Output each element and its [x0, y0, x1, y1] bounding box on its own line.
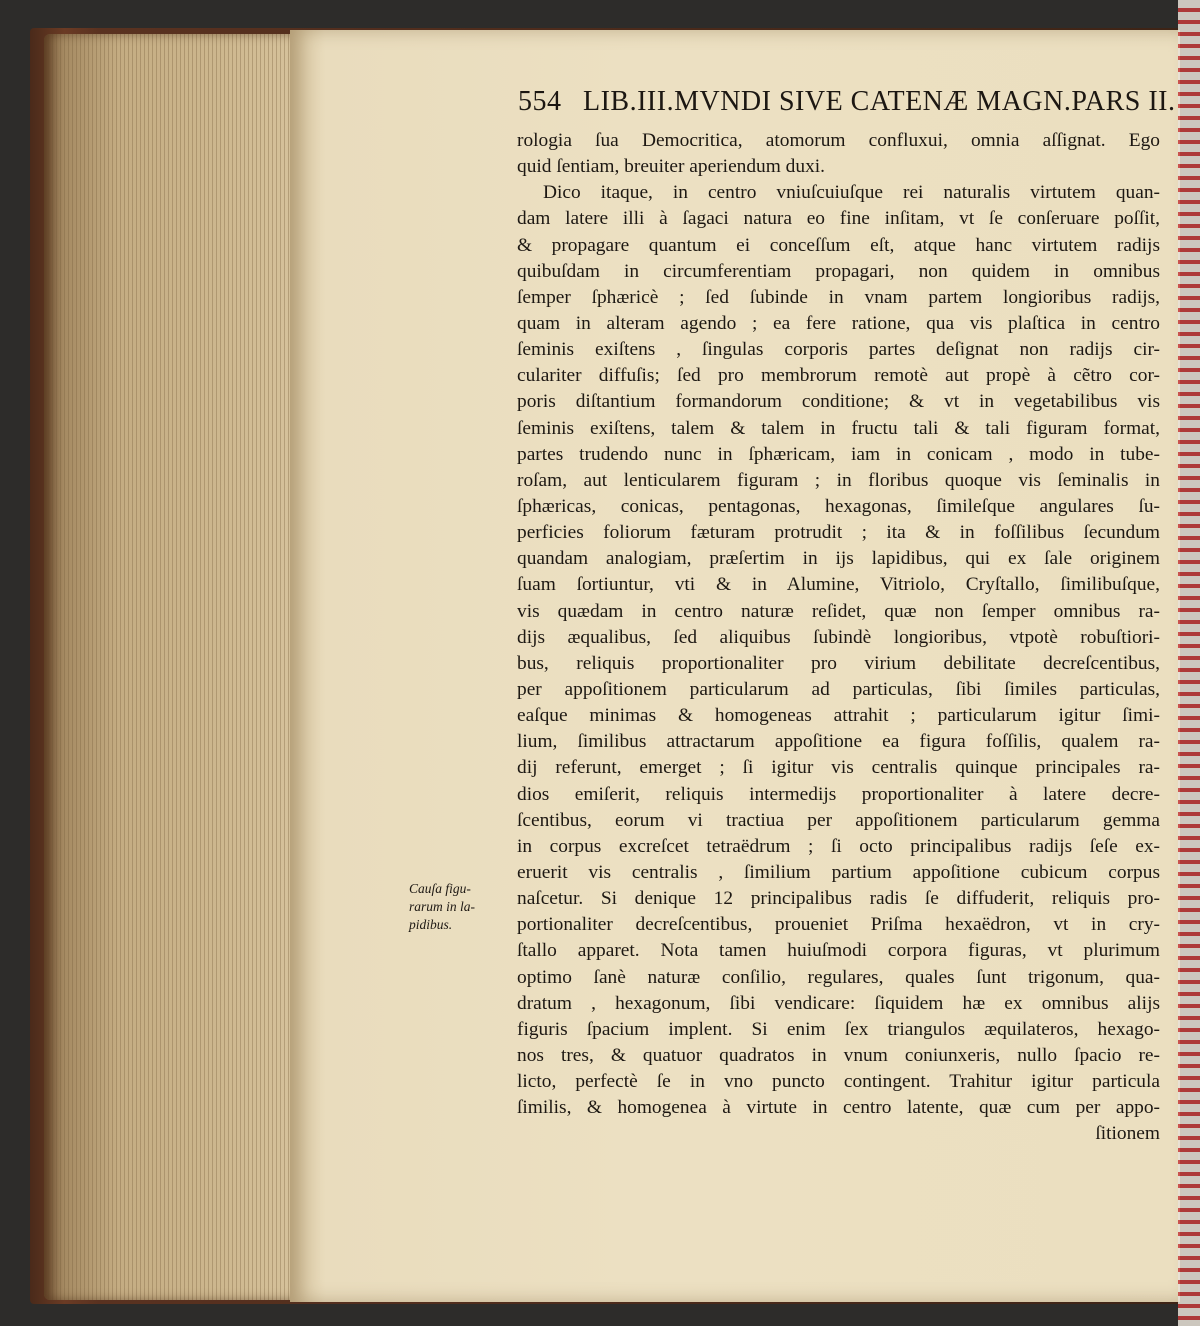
text-line: per appoſitionem particularum ad particulas, ſibi ſimiles particulas, [517, 678, 1160, 700]
text-line: lium, ſimilibus attractarum appoſitione ea figura foſſilis, qualem ra- [517, 731, 1160, 753]
text-line: vis quædam in centro naturæ reſidet, quæ non ſemper omnibus ra- [517, 600, 1160, 622]
text-line: naſcetur. Si denique 12 principalibus radis ſe diffuderit, reliquis pro- [517, 888, 1160, 910]
page-edges [44, 34, 294, 1300]
text-line: partes trudendo nunc in ſphæricam, iam in conicam , modo in tube- [517, 443, 1160, 465]
text-line: & propagare quantum ei conceſſum eſt, atque hanc virtutem radijs [517, 234, 1160, 256]
running-title: LIB.III.MVNDI SIVE CATENÆ MAGN.PARS II. [583, 86, 1176, 117]
text-line: ſphæricas, conicas, pentagonas, hexagonas, ſimileſque angulares ſu- [517, 495, 1160, 517]
text-line: quandam analogiam, præſertim in ijs lapidibus, qui ex ſale originem [517, 548, 1160, 570]
text-line: figuris ſpacium implent. Si enim ſex triangulos æquilateros, hexago- [517, 1018, 1160, 1040]
text-line: ſitionem [1095, 1123, 1160, 1145]
text-line: quid ſentiam, breuiter aperiendum duxi. [517, 156, 826, 178]
text-line: quibuſdam in circumferentiam propagari, non quidem in omnibus [517, 260, 1160, 282]
text-line: roſam, aut lenticularem figuram ; in floribus quoque vis ſeminalis in [517, 469, 1160, 491]
bleed-through-mark [425, 672, 429, 691]
text-line: poris diſtantium formandorum conditione; & vt in vegetabilibus vis [517, 391, 1160, 413]
text-line: rologia ſua Democritica, atomorum confluxui, omnia aſſignat. Ego [517, 130, 1160, 151]
text-line: perficies foliorum fæturam protrudit ; ita & in foſſilibus ſecundum [517, 522, 1160, 544]
text-line: Dico itaque, in centro vniuſcuiuſque rei naturalis virtutem quan- [543, 182, 1160, 204]
text-line: ſtallo apparet. Nota tamen huiuſmodi corpora figuras, vt plurimum [517, 940, 1160, 962]
marginal-note-line: Cauſa figu- [409, 881, 471, 896]
text-line: optimo ſanè naturæ conſilio, regulares, quales ſunt trigonum, qua- [517, 966, 1160, 988]
text-line: dam latere illi à ſagaci natura eo fine inſitam, vt ſe conſeruare poſſit, [517, 208, 1160, 230]
text-line: dij referunt, emerget ; ſi igitur vis centralis quinque principales ra- [517, 757, 1160, 779]
text-line: ſimilis, & homogenea à virtute in centro latente, quæ cum per appo- [517, 1097, 1160, 1119]
text-line: ſemper ſphæricè ; ſed ſubinde in vnam partem longioribus radijs, [517, 286, 1160, 308]
marginal-note [409, 880, 513, 934]
text-line: ſuam ſortiuntur, vti & in Alumine, Vitriolo, Cryſtallo, ſimilibuſque, [517, 574, 1160, 596]
text-line: ſcentibus, eorum vi tractiua per appoſitionem particularum gemma [517, 809, 1160, 831]
text-line: dratum , hexagonum, ſibi vendicare: ſiquidem hæ ex omnibus alijs [517, 992, 1160, 1014]
marginal-note-line: pidibus. [409, 917, 453, 932]
running-header [518, 86, 1176, 118]
text-line: culariter diffuſis; ſed pro membrorum remotè aut propè à cẽtro cor- [517, 365, 1160, 387]
bookmark-ribbon [1178, 0, 1200, 1326]
text-line: in corpus excreſcet tetraëdrum ; ſi octo principalibus radijs ſeſe ex- [517, 835, 1160, 857]
text-line: ſeminis exiſtens , ſingulas corporis partes deſignat non radijs cir- [517, 339, 1160, 361]
text-line: dijs æqualibus, ſed aliquibus ſubindè longioribus, vtpotè robuſtiori- [517, 626, 1160, 648]
text-line: dios emiſerit, reliquis intermedijs proportionaliter à latere decre- [517, 783, 1160, 805]
text-line: quam in alteram agendo ; ea fere ratione, qua vis plaſtica in centro [517, 312, 1160, 334]
marginal-note-line: rarum in la- [409, 899, 476, 914]
text-line: eaſque minimas & homogeneas attrahit ; particularum igitur ſimi- [517, 705, 1160, 727]
page-number: 554 [518, 86, 562, 117]
text-line: licto, perfectè ſe in vno puncto contingent. Trahitur igitur particula [517, 1071, 1160, 1093]
text-line: nos tres, & quatuor quadratos in vnum coniunxeris, nullo ſpacio re- [517, 1044, 1160, 1066]
text-line: ſeminis exiſtens, talem & talem in fructu tali & tali figuram format, [517, 417, 1160, 439]
text-line: portionaliter decreſcentibus, proueniet Priſma hexaëdron, vt in cry- [517, 914, 1160, 936]
text-line: eruerit vis centralis , ſimilium partium appoſitione cubicum corpus [517, 861, 1160, 883]
text-line: bus, reliquis proportionaliter pro virium debilitate decreſcentibus, [517, 652, 1160, 674]
body-text [517, 128, 1160, 1147]
